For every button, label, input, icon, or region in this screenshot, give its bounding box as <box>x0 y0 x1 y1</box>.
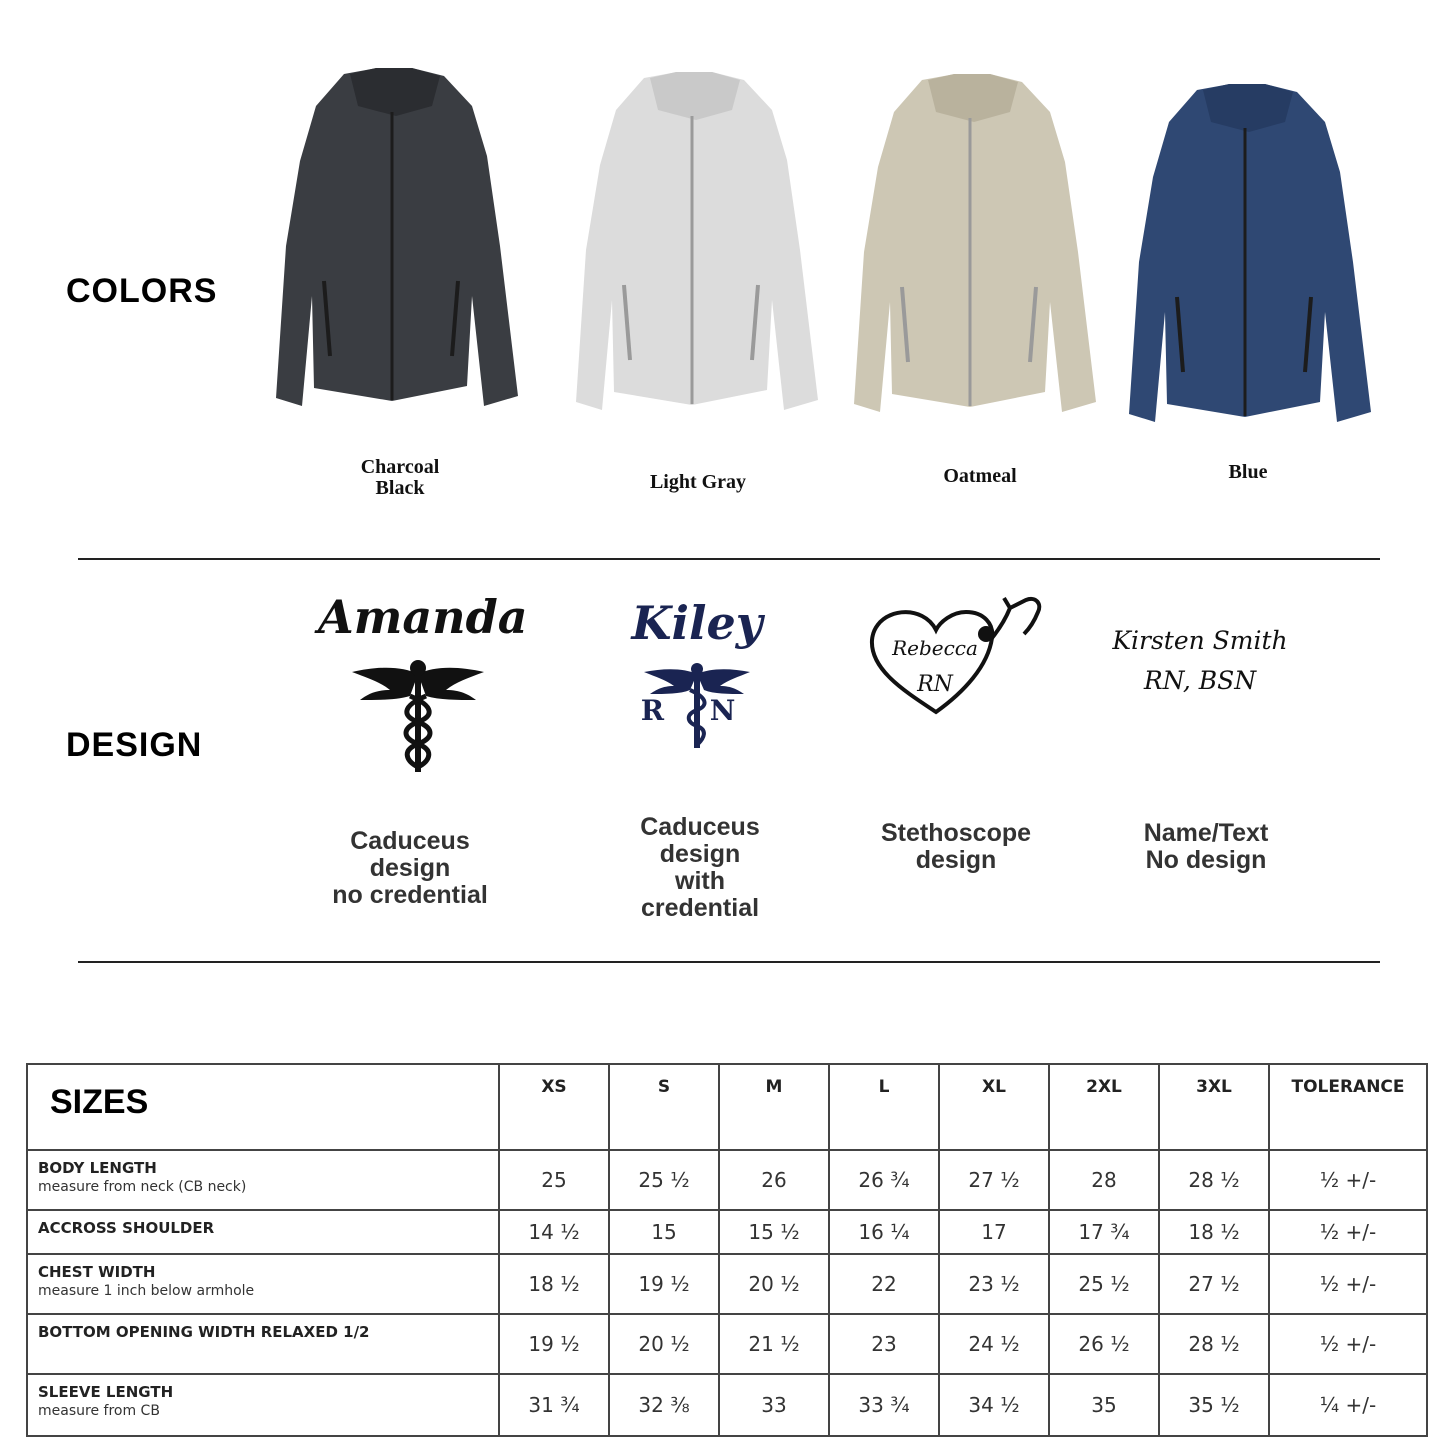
size-value-cell: 26 <box>719 1150 829 1210</box>
size-chart-table <box>26 1063 1428 1437</box>
size-value-cell: 21 ½ <box>719 1314 829 1374</box>
sizes-heading: SIZES <box>27 1064 499 1150</box>
divider-top <box>78 558 1380 560</box>
sample-name-amanda: Amanda <box>318 590 528 644</box>
size-value-cell: 17 <box>939 1210 1049 1254</box>
colors-heading: COLORS <box>66 272 218 310</box>
size-value-cell: 22 <box>829 1254 939 1314</box>
size-row <box>27 1210 1427 1254</box>
size-col-s: S <box>609 1064 719 1150</box>
size-value-cell: ½ +/- <box>1269 1314 1427 1374</box>
size-row-label-cell <box>27 1210 499 1254</box>
size-row-label-cell <box>27 1254 499 1314</box>
size-value-cell: 24 ½ <box>939 1314 1049 1374</box>
size-row <box>27 1254 1427 1314</box>
size-value-cell: 33 ¾ <box>829 1374 939 1436</box>
measurement-label: SLEEVE LENGTH <box>38 1383 174 1401</box>
size-value-cell: 35 <box>1049 1374 1159 1436</box>
size-value-cell: 28 ½ <box>1159 1150 1269 1210</box>
caduceus-icon <box>350 656 486 774</box>
size-col-l: L <box>829 1064 939 1150</box>
design-sample-caduceus-no-credential[interactable] <box>318 590 528 780</box>
size-value-cell: ½ +/- <box>1269 1150 1427 1210</box>
size-value-cell: 27 ½ <box>1159 1254 1269 1314</box>
jacket-light-gray[interactable] <box>572 70 822 420</box>
sample-name-rebecca: Rebecca <box>892 636 978 660</box>
size-value-cell: 25 ½ <box>1049 1254 1159 1314</box>
color-label-oatmeal: Oatmeal <box>943 465 1017 487</box>
size-col-2xl: 2XL <box>1049 1064 1159 1150</box>
color-label-blue: Blue <box>1228 461 1268 483</box>
size-value-cell: 23 ½ <box>939 1254 1049 1314</box>
size-value-cell: ½ +/- <box>1269 1254 1427 1314</box>
size-value-cell: ½ +/- <box>1269 1210 1427 1254</box>
size-col-xl: XL <box>939 1064 1049 1150</box>
design-label-caduceus-with-credential: Caduceus design with credential <box>640 813 760 922</box>
size-value-cell: ¼ +/- <box>1269 1374 1427 1436</box>
jacket-charcoal-black[interactable] <box>272 66 522 416</box>
measurement-note: measure from neck (CB neck) <box>38 1179 247 1195</box>
size-value-cell: 19 ½ <box>499 1314 609 1374</box>
size-col-3xl: 3XL <box>1159 1064 1269 1150</box>
size-value-cell: 27 ½ <box>939 1150 1049 1210</box>
size-value-cell: 17 ¾ <box>1049 1210 1159 1254</box>
jacket-oatmeal[interactable] <box>850 72 1100 422</box>
size-row-label-cell <box>27 1374 499 1436</box>
sample-credential-rn-bsn: RN, BSN <box>1143 666 1257 695</box>
design-sample-stethoscope[interactable] <box>866 588 1046 728</box>
size-value-cell: 18 ½ <box>1159 1210 1269 1254</box>
measurement-label: BODY LENGTH <box>38 1159 157 1177</box>
design-label-name-text: Name/Text No design <box>1143 819 1269 874</box>
size-value-cell: 16 ¼ <box>829 1210 939 1254</box>
size-value-cell: 20 ½ <box>609 1314 719 1374</box>
size-value-cell: 15 <box>609 1210 719 1254</box>
size-header-row <box>27 1064 1427 1150</box>
size-value-cell: 26 ½ <box>1049 1314 1159 1374</box>
measurement-label: ACCROSS SHOULDER <box>38 1219 215 1237</box>
size-value-cell: 19 ½ <box>609 1254 719 1314</box>
color-label-light-gray: Light Gray <box>649 471 747 493</box>
design-label-stethoscope: Stethoscope design <box>880 819 1032 874</box>
size-col-xs: XS <box>499 1064 609 1150</box>
size-value-cell: 18 ½ <box>499 1254 609 1314</box>
measurement-note: measure 1 inch below armhole <box>38 1283 255 1299</box>
design-label-caduceus-no-credential: Caduceus design no credential <box>332 827 488 909</box>
size-value-cell: 25 <box>499 1150 609 1210</box>
size-row <box>27 1374 1427 1436</box>
sample-credential-rn: R N <box>640 694 754 727</box>
color-label-charcoal-black: Charcoal Black <box>360 456 440 499</box>
size-row-label-cell <box>27 1314 499 1374</box>
size-value-cell: 35 ½ <box>1159 1374 1269 1436</box>
size-col-m: M <box>719 1064 829 1150</box>
divider-bottom <box>78 961 1380 963</box>
size-value-cell: 26 ¾ <box>829 1150 939 1210</box>
sample-name-kirsten-smith: Kirsten Smith <box>1112 626 1288 655</box>
design-heading: DESIGN <box>66 726 203 764</box>
size-value-cell: 32 ⅜ <box>609 1374 719 1436</box>
measurement-note: measure from CB <box>38 1403 160 1419</box>
size-value-cell: 28 ½ <box>1159 1314 1269 1374</box>
measurement-label: BOTTOM OPENING WIDTH RELAXED 1/2 <box>38 1323 370 1341</box>
jacket-blue[interactable] <box>1125 82 1375 432</box>
sample-name-kiley: Kiley <box>631 596 763 650</box>
size-value-cell: 23 <box>829 1314 939 1374</box>
size-value-cell: 34 ½ <box>939 1374 1049 1436</box>
size-value-cell: 28 <box>1049 1150 1159 1210</box>
size-value-cell: 14 ½ <box>499 1210 609 1254</box>
design-sample-caduceus-with-credential[interactable] <box>612 596 782 756</box>
size-value-cell: 25 ½ <box>609 1150 719 1210</box>
design-sample-name-text[interactable] <box>1100 626 1300 706</box>
size-col-tolerance: TOLERANCE <box>1269 1064 1427 1150</box>
sample-credential-rn-heart: RN <box>917 672 953 697</box>
size-row-label-cell <box>27 1150 499 1210</box>
measurement-label: CHEST WIDTH <box>38 1263 156 1281</box>
size-value-cell: 33 <box>719 1374 829 1436</box>
size-value-cell: 15 ½ <box>719 1210 829 1254</box>
size-row <box>27 1314 1427 1374</box>
size-value-cell: 31 ¾ <box>499 1374 609 1436</box>
size-value-cell: 20 ½ <box>719 1254 829 1314</box>
size-row <box>27 1150 1427 1210</box>
